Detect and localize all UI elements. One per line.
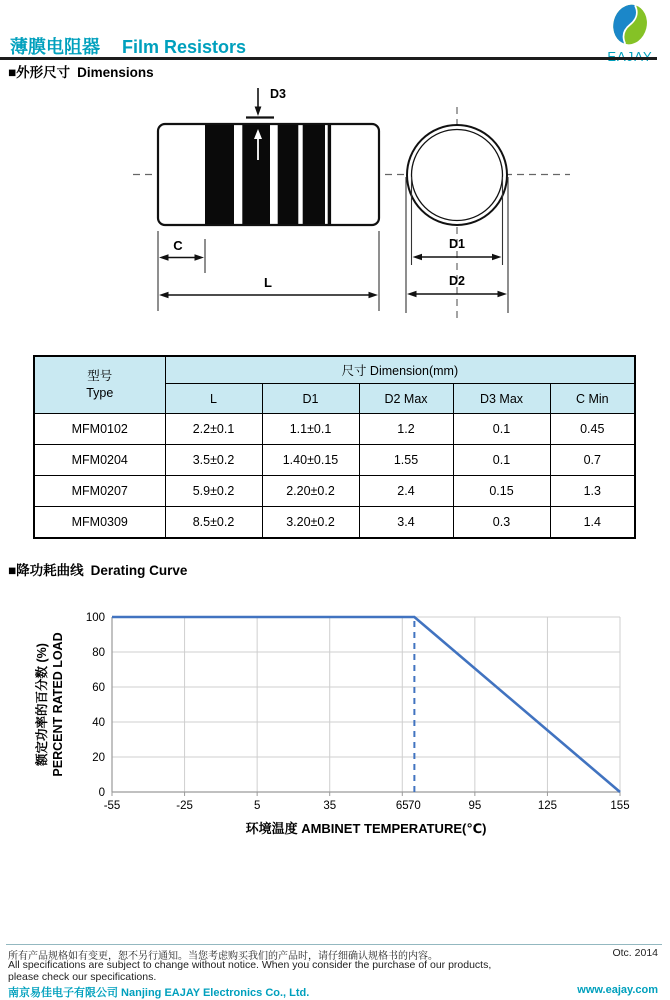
cell-type: MFM0102: [34, 414, 165, 445]
cell-value: 0.3: [453, 507, 550, 539]
x-tick-label: 95: [468, 800, 482, 812]
cell-value: 1.4: [550, 507, 635, 539]
cell-value: 1.3: [550, 476, 635, 507]
label-c: C: [173, 238, 183, 253]
footer-company: 南京易佳电子有限公司 Nanjing EAJAY Electronics Co., Ltd.: [8, 987, 310, 999]
x-tick-label: 65: [395, 800, 409, 812]
col-header-type-cn: 型号: [87, 369, 113, 384]
col-header-d2: D2 Max: [359, 384, 453, 414]
y-axis-title-en: PERCENT RATED LOAD: [51, 632, 65, 777]
cell-value: 3.20±0.2: [262, 507, 359, 539]
y-axis-title-cn: 额定功率的百分数 (%): [35, 643, 49, 766]
cell-type: MFM0309: [34, 507, 165, 539]
section-heading-derating: [8, 559, 187, 579]
dimensions-table: [33, 355, 636, 539]
y-tick-label: 40: [92, 717, 105, 729]
x-tick-label: -55: [103, 800, 121, 812]
footer-note-en2: please check our specifications.: [8, 971, 157, 983]
cell-value: 0.45: [550, 414, 635, 445]
arrow-right-icon: [195, 254, 205, 260]
cell-value: 3.4: [359, 507, 453, 539]
x-tick-label: 5: [253, 800, 261, 812]
page-title-en: Film Resistors: [122, 37, 247, 57]
col-header-type-en: Type: [86, 386, 114, 400]
cell-value: 5.9±0.2: [165, 476, 262, 507]
resistor-band: [303, 125, 325, 224]
arrow-left-icon: [407, 291, 417, 297]
arrow-right-icon: [492, 254, 502, 260]
resistor-band: [278, 125, 299, 224]
section-heading-dimensions: [8, 61, 154, 81]
resistor-band: [242, 125, 270, 224]
x-tick-label: 155: [610, 800, 630, 812]
end-view-outer-circle: [407, 125, 507, 225]
x-tick-label: 125: [537, 800, 558, 812]
cell-value: 8.5±0.2: [165, 507, 262, 539]
heading-dimensions-en: Dimensions: [77, 65, 154, 80]
company-logo: [602, 3, 658, 64]
resistor-band: [205, 125, 234, 224]
heading-derating-cn: ■降功耗曲线: [8, 563, 84, 578]
col-header-d3: D3 Max: [453, 384, 550, 414]
cell-value: 1.2: [359, 414, 453, 445]
cell-value: 1.55: [359, 445, 453, 476]
page-title-cn: 薄膜电阻器: [10, 37, 100, 57]
cell-type: MFM0207: [34, 476, 165, 507]
cell-value: 0.1: [453, 445, 550, 476]
label-d1: D1: [449, 237, 465, 251]
heading-derating-en: Derating Curve: [90, 563, 188, 578]
eajay-logo-icon: [606, 0, 654, 51]
heading-dimensions-cn: ■外形尺寸: [8, 65, 71, 80]
resistor-band: [328, 125, 331, 224]
footer-note-en1: All specifications are subject to change without notice. When you consider the purchase of our products,: [8, 959, 492, 971]
x-tick-label: 35: [323, 800, 337, 812]
arrow-down-icon: [255, 107, 262, 117]
y-tick-label: 100: [85, 612, 105, 624]
header-divider: [0, 57, 657, 60]
cell-value: 2.4: [359, 476, 453, 507]
col-header-type: [34, 356, 165, 414]
label-l: L: [264, 275, 272, 290]
arrow-right-icon: [369, 292, 379, 298]
footer-website-link[interactable]: www.eajay.com: [577, 984, 658, 996]
derating-chart: [0, 592, 670, 848]
x-axis-title: 环境温度 AMBINET TEMPERATURE(℃): [245, 821, 487, 836]
dimensions-diagram: [0, 80, 670, 342]
arrow-left-icon: [159, 254, 169, 260]
cell-value: 1.1±0.1: [262, 414, 359, 445]
cell-value: 0.1: [453, 414, 550, 445]
page-title: [10, 33, 246, 59]
table-row: [34, 414, 635, 445]
footer-note-cn: 所有产品规格如有变更，恕不另行通知。当您考虑购买我们的产品时，请仔细确认规格书的内容。: [8, 951, 438, 962]
label-d3: D3: [270, 87, 286, 101]
y-tick-label: 20: [92, 752, 105, 764]
cell-value: 2.20±0.2: [262, 476, 359, 507]
derating-curve-line: [112, 617, 620, 792]
x-tick-label: -25: [176, 800, 193, 812]
table-row: [34, 445, 635, 476]
footer-divider: [6, 944, 662, 945]
table-row: [34, 507, 635, 539]
cell-type: MFM0204: [34, 445, 165, 476]
arrow-left-icon: [413, 254, 423, 260]
cell-value: 3.5±0.2: [165, 445, 262, 476]
col-header-dimension: 尺寸 Dimension(mm): [165, 356, 635, 384]
arrow-left-icon: [159, 292, 169, 298]
col-header-c: C Min: [550, 384, 635, 414]
footer-date: Otc. 2014: [612, 947, 658, 959]
table-row: [34, 476, 635, 507]
y-tick-label: 60: [92, 682, 105, 694]
col-header-l: L: [165, 384, 262, 414]
y-tick-label: 0: [98, 787, 105, 799]
arrow-right-icon: [498, 291, 508, 297]
cell-value: 2.2±0.1: [165, 414, 262, 445]
y-tick-label: 80: [92, 647, 105, 659]
cell-value: 0.15: [453, 476, 550, 507]
col-header-d1: D1: [262, 384, 359, 414]
cell-value: 0.7: [550, 445, 635, 476]
cell-value: 1.40±0.15: [262, 445, 359, 476]
x-tick-label: 70: [407, 800, 421, 812]
label-d2: D2: [449, 274, 465, 288]
